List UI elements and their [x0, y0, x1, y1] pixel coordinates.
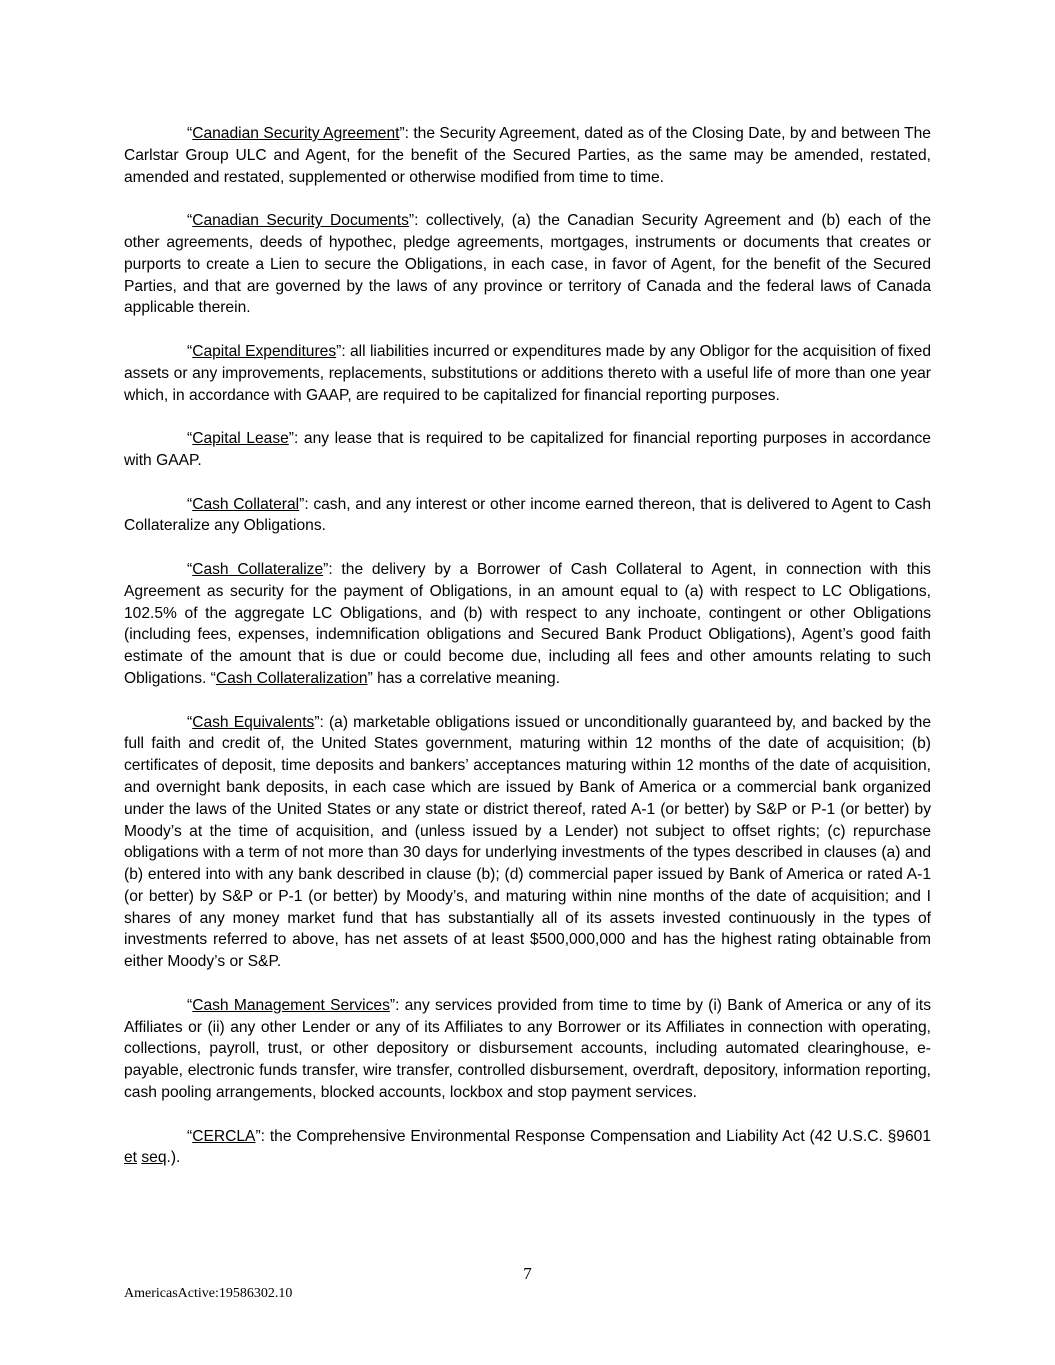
definition-text: : all liabilities incurred or expenditures made by any Obligor for the acquisition of fixed assets or any improvements, replacements, substitutions or additions thereto with a useful life of more than one year which, in accordance with GAAP, are required to be capitalized for financial reporting purposes. — [124, 342, 931, 404]
defined-term: Cash Equivalents — [192, 713, 315, 731]
definition-capital-lease — [124, 428, 931, 472]
defined-term-secondary: Cash Collateralization — [215, 669, 368, 687]
definition-text: : (a) marketable obligations issued or unconditionally guaranteed by, and backed by the full faith and credit of, the United States government, maturing within 12 months of the date of acquisition; (b) certificates of deposit, time deposits and bankers’ acceptances maturing within 12 months of the date of acquisition, and overnight bank deposits, in each case which are issued by Bank of America or a commercial bank organized under the laws of the United States or any state or district thereof, rated A-1 (or better) by S&P or P-1 (or better) by Moody’s at the time of acquisition, and (unless issued by a Lender) not subject to offset rights; (c) repurchase obligations with a term of not more than 30 days for underlying investments of the types described in clauses (a) and (b) entered into with any bank described in clause (b); (d) commercial paper issued by Bank of America or rated A-1 (or better) by S&P or P-1 (or better) by Moody’s, and maturing within nine months of the date of acquisition; and I shares of any money market fund that has substantially all of its assets invested continuously in the types of investments referred to above, has net assets of at least $500,000,000 and has the highest rating obtainable from either Moody’s or S&P. — [124, 713, 931, 971]
defined-term: Canadian Security Documents — [192, 212, 409, 230]
latin-et: et — [124, 1149, 138, 1167]
close-quote: ” — [336, 342, 342, 360]
defined-term: Capital Lease — [192, 430, 289, 448]
defined-term: Capital Expenditures — [192, 342, 337, 360]
definition-text: : collectively, (a) the Canadian Security Agreement and (b) each of the other agreements, deeds of hypothec, pledge agreements, mortgages, instruments or documents that creates or purports to create a Lien to secure the Obligations, in each case, in favor of Agent, for the benefit of the Secured Parties, and that are governed by the laws of any province or territory of Canada and the federal laws of Canada applicable therein. — [124, 212, 932, 317]
definition-text-secondary: ” has a correlative meaning. — [367, 669, 560, 687]
close-quote: ” — [323, 560, 329, 578]
definition-text: : any services provided from time to time by (i) Bank of America or any of its Affiliates or (ii) any other Lender or any of its Affiliates to any Borrower or its Affiliates in connection with operating, collections, payroll, trust, or other depository or disbursement accounts, including automated clearinghouse, e-payable, electronic funds transfer, wire transfer, controlled disbursement, overdraft, depository, information reporting, cash pooling arrangements, blocked accounts, lockbox and stop payment services. — [124, 996, 931, 1102]
open-quote: “ — [187, 342, 193, 360]
defined-term: Cash Collateral — [192, 495, 300, 513]
close-quote: ” — [255, 1127, 261, 1145]
open-quote: “ — [187, 560, 193, 578]
latin-seq: seq — [141, 1149, 167, 1167]
close-quote: ” — [399, 125, 405, 142]
open-quote: “ — [187, 212, 193, 230]
document-body — [124, 123, 931, 1191]
definition-text: : the Security Agreement, dated as of the Closing Date, by and between The Carlstar Group ULC and Agent, for the benefit of the Secured Parties, as the same may be amended, restated, amended and restated, supplemented or otherwise modified from time to time. — [124, 125, 931, 186]
definition-cercla — [124, 1126, 931, 1170]
open-quote: “ — [187, 713, 193, 731]
open-quote: “ — [187, 495, 193, 513]
definition-text-tail: .). — [166, 1149, 181, 1167]
open-quote: “ — [187, 430, 193, 448]
definition-cash-collateralize — [124, 559, 931, 690]
definition-text: : the Comprehensive Environmental Response Compensation and Liability Act (42 U.S.C. §9601 — [260, 1127, 931, 1145]
definition-cash-equivalents — [124, 712, 931, 974]
open-quote: “ — [187, 1127, 193, 1145]
open-quote: “ — [187, 125, 193, 142]
close-quote: ” — [314, 713, 320, 731]
definition-text: : any lease that is required to be capitalized for financial reporting purposes in accordance with GAAP. — [124, 430, 931, 469]
defined-term: Cash Management Services — [192, 996, 390, 1014]
defined-term: Cash Collateralize — [192, 560, 324, 578]
close-quote: ” — [299, 495, 305, 513]
close-quote: ” — [389, 996, 396, 1014]
definition-capital-expenditures — [124, 341, 931, 406]
document-id: AmericasActive:19586302.10 — [124, 1286, 293, 1301]
defined-term: Canadian Security Agreement — [192, 125, 400, 142]
defined-term: CERCLA — [192, 1127, 256, 1145]
definition-text: : the delivery by a Borrower of Cash Collateral to Agent, in connection with this Agreement as security for the payment of Obligations, in an amount equal to (a) with respect to LC Obligations, 102.5% of the aggregate LC Obligations, and (b) with respect to any inchoate, contingent or other Obligations (including fees, expenses, indemnification obligations and Secured Bank Product Obligations), Agent’s good faith estimate of the amount that is due or could become due, including all fees and other amounts relating to such Obligations. “ — [124, 560, 931, 687]
open-quote: “ — [187, 996, 193, 1014]
close-quote: ” — [408, 212, 415, 230]
definition-cash-collateral — [124, 494, 931, 538]
definition-canadian-security-documents — [124, 210, 931, 319]
definition-canadian-security-agreement — [124, 123, 931, 188]
page-number: 7 — [523, 1264, 532, 1283]
definition-cash-management-services — [124, 995, 931, 1104]
close-quote: ” — [288, 430, 294, 448]
definition-text: : cash, and any interest or other income earned thereon, that is delivered to Agent to Cash Collateralize any Obligations. — [124, 495, 932, 535]
